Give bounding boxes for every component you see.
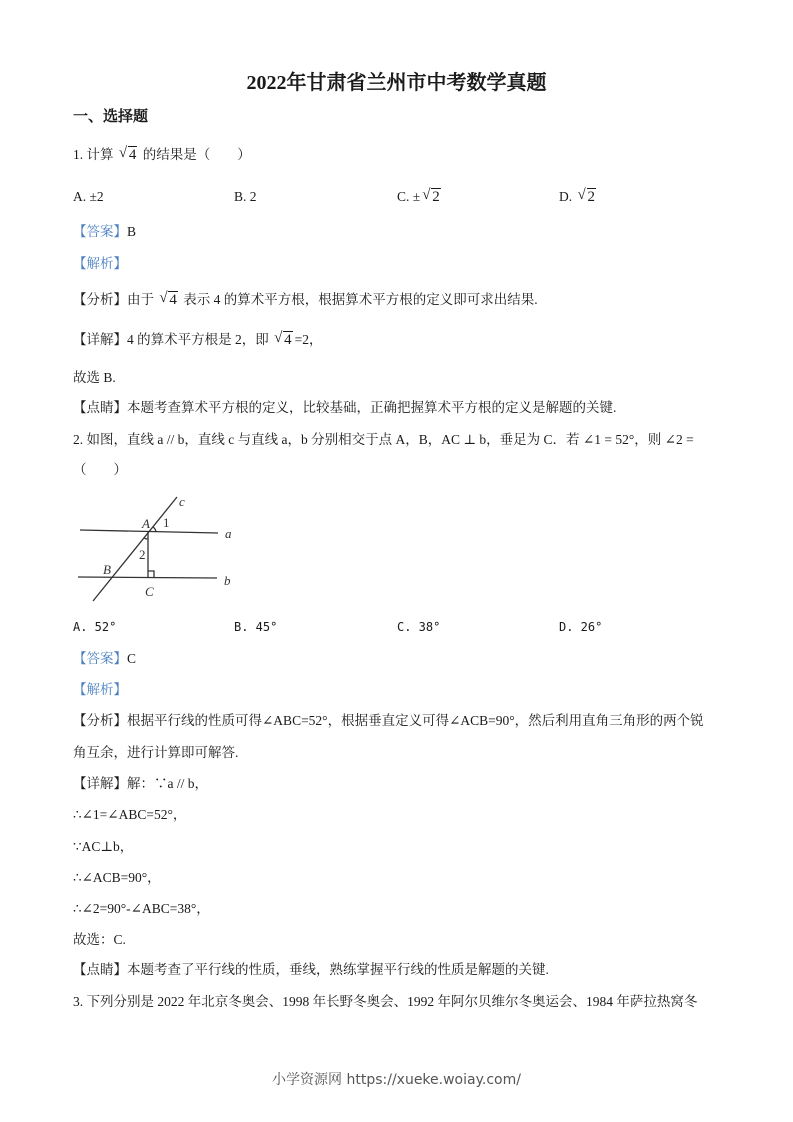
sqrt-symbol: √ 4 xyxy=(118,145,137,163)
footer-watermark: 小学资源网 https://xueke.woiay.com/ xyxy=(272,1072,521,1088)
svg-text:B: B xyxy=(103,562,111,577)
q1-option-c: C. ± √ 2 xyxy=(397,187,440,205)
sqrt-symbol: √ 4 xyxy=(274,330,292,348)
q1-answer: 【答案】B xyxy=(73,224,137,239)
q1-choose: 故选 B. xyxy=(73,370,116,385)
q1-prefix: 1. 计算 xyxy=(73,147,114,162)
q2-step: ∵AC⊥b， xyxy=(73,839,134,854)
q2-xiangjie: 【详解】解：∵a // b， xyxy=(73,776,208,791)
q2-step: ∴∠1=∠ABC=52°， xyxy=(73,807,187,822)
page-title: 2022年甘肃省兰州市中考数学真题 xyxy=(246,72,547,94)
geometry-figure xyxy=(72,490,242,608)
q1-option-a: A. ±2 xyxy=(73,189,104,204)
sqrt-symbol: √ 2 xyxy=(577,187,595,205)
answer-tag: 【答案】 xyxy=(73,224,127,239)
svg-text:b: b xyxy=(224,573,231,588)
q2-step: 故选：C. xyxy=(73,932,126,947)
q1-option-d: D. √ 2 xyxy=(559,187,595,205)
sqrt-symbol: √ 4 xyxy=(159,290,177,308)
q1-stem xyxy=(73,146,251,164)
q2-stem-line2: （ ） xyxy=(73,462,127,477)
q2-fenxi-line1: 【分析】根据平行线的性质可得∠ABC=52°，根据垂直定义可得∠ACB=90°，然后利用直角三角形的两个锐 xyxy=(73,713,704,728)
svg-text:C: C xyxy=(145,584,154,599)
q1-suffix: 的结果是（ ） xyxy=(142,147,251,162)
svg-text:c: c xyxy=(179,494,185,509)
q1-analysis-tag: 【解析】 xyxy=(73,256,127,271)
q2-analysis-tag: 【解析】 xyxy=(73,682,127,697)
sqrt-symbol: √ 2 xyxy=(422,187,440,205)
q2-option-c: C. 38° xyxy=(397,620,441,634)
q3-stem-line1: 3. 下列分别是 2022 年北京冬奥会、1998 年长野冬奥会、1992 年阿尔贝维尔冬奥运会、1984 年萨拉热窝冬 xyxy=(73,994,698,1009)
q1-fenxi: 【分析】由于 √ 4 表示 4 的算术平方根，根据算术平方根的定义即可求出结果. xyxy=(73,290,538,308)
answer-tag: 【答案】 xyxy=(73,651,127,666)
svg-text:2: 2 xyxy=(139,547,146,562)
svg-text:1: 1 xyxy=(163,515,170,530)
q2-answer: 【答案】C xyxy=(73,651,137,666)
section-heading: 一、选择题 xyxy=(73,109,149,125)
q1-dianjing: 【点睛】本题考查算术平方根的定义，比较基础，正确把握算术平方根的定义是解题的关键. xyxy=(73,400,617,415)
q1-option-b: B. 2 xyxy=(234,189,257,204)
svg-text:A: A xyxy=(142,516,150,531)
q2-stem-line1: 2. 如图，直线 a // b，直线 c 与直线 a，b 分别相交于点 A，B，AC ⊥ b，垂足为 C．若 ∠1 = 52°，则 ∠2 = xyxy=(73,432,694,447)
q2-step: ∴∠2=90°-∠ABC=38°， xyxy=(73,901,210,916)
q2-dianjing: 【点睛】本题考查了平行线的性质，垂线，熟练掌握平行线的性质是解题的关键. xyxy=(73,962,549,977)
q2-step: ∴∠ACB=90°， xyxy=(73,870,161,885)
svg-text:a: a xyxy=(225,526,232,541)
q1-xiangjie: 【详解】4 的算术平方根是 2，即 √ 4 =2， xyxy=(73,330,323,348)
q2-fenxi-line2: 角互余，进行计算即可解答. xyxy=(73,745,239,760)
line-c xyxy=(93,497,177,601)
q2-option-d: D. 26° xyxy=(559,620,603,634)
q2-option-b: B. 45° xyxy=(234,620,278,634)
q2-option-a: A. 52° xyxy=(73,620,117,634)
